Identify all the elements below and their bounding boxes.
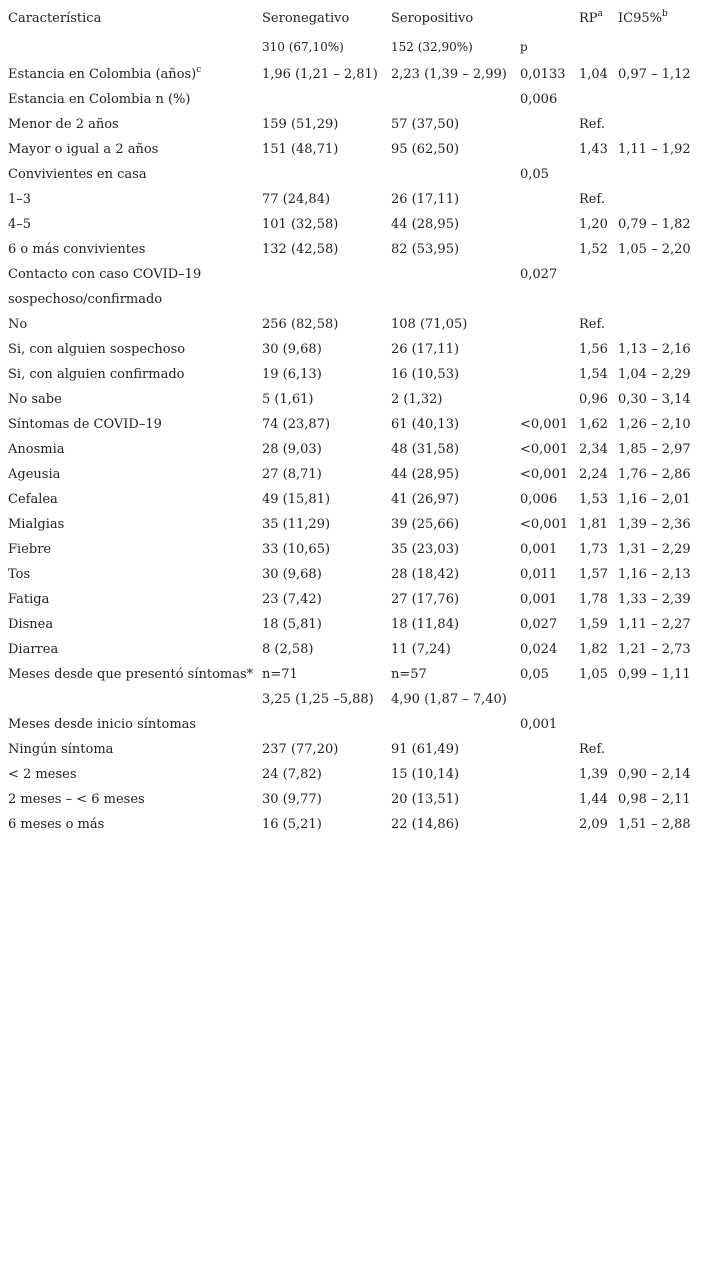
- table-row: [8, 812, 704, 837]
- row-label: Fatiga: [8, 592, 50, 607]
- table-row: [8, 662, 704, 687]
- cell-seronegativo: 101 (32,58): [262, 217, 339, 232]
- row-label: Anosmia: [8, 442, 65, 457]
- cell-seropositivo: 26 (17,11): [391, 342, 460, 357]
- cell-seropositivo: 26 (17,11): [391, 192, 460, 207]
- cell-p: 0,011: [520, 567, 558, 582]
- cell-seropositivo: 28 (18,42): [391, 567, 460, 582]
- cell-ic95: 0,99 – 1,11: [618, 667, 691, 682]
- table-row: [8, 212, 704, 237]
- cell-rp: 2,24: [579, 467, 608, 482]
- subheader-seronegativo-n: 310 (67,10%): [262, 40, 344, 54]
- table-row: [8, 237, 704, 262]
- row-label: Meses desde inicio síntomas: [8, 717, 197, 732]
- table-row: [8, 637, 704, 662]
- table-row: [8, 762, 704, 787]
- cell-seronegativo: 8 (2,58): [262, 642, 314, 657]
- row-label: Contacto con caso COVID–19: [8, 267, 202, 282]
- cell-ic95: 0,79 – 1,82: [618, 217, 691, 232]
- cell-seropositivo: 15 (10,14): [391, 767, 460, 782]
- cell-ic95: 1,13 – 2,16: [618, 342, 691, 357]
- cell-seronegativo: 18 (5,81): [262, 617, 322, 632]
- cell-seronegativo: 3,25 (1,25 –5,88): [262, 692, 374, 707]
- cell-seropositivo: 2 (1,32): [391, 392, 443, 407]
- table-row: [8, 437, 704, 462]
- cell-p: <0,001: [520, 442, 569, 457]
- cell-seropositivo: 48 (31,58): [391, 442, 460, 457]
- table-row: [8, 687, 704, 712]
- cell-seronegativo: 28 (9,03): [262, 442, 322, 457]
- cell-seropositivo: 2,23 (1,39 – 2,99): [391, 67, 507, 82]
- cell-rp: 1,54: [579, 367, 608, 382]
- table-row: [8, 487, 704, 512]
- cell-ic95: 1,39 – 2,36: [618, 517, 691, 532]
- cell-seronegativo: 74 (23,87): [262, 417, 331, 432]
- header-rp-label: RP: [579, 11, 598, 26]
- header-rp-footnote: a: [597, 8, 603, 19]
- cell-rp: Ref.: [579, 117, 605, 132]
- cell-rp: Ref.: [579, 192, 605, 207]
- row-label: Diarrea: [8, 642, 59, 657]
- row-label: Convivientes en casa: [8, 167, 147, 182]
- cell-seronegativo: 77 (24,84): [262, 192, 331, 207]
- cell-rp: 1,52: [579, 242, 608, 257]
- row-label: Si, con alguien confirmado: [8, 367, 185, 382]
- header-rp: [579, 6, 603, 32]
- cell-seropositivo: 18 (11,84): [391, 617, 460, 632]
- cell-p: 0,024: [520, 642, 558, 657]
- cell-p: 0,027: [520, 617, 558, 632]
- cell-ic95: 1,76 – 2,86: [618, 467, 691, 482]
- table-row: [8, 387, 704, 412]
- cell-seropositivo: 44 (28,95): [391, 467, 460, 482]
- cell-seropositivo: 95 (62,50): [391, 142, 460, 157]
- cell-seronegativo: 30 (9,68): [262, 342, 322, 357]
- cell-seronegativo: n=71: [262, 667, 298, 682]
- cell-ic95: 1,21 – 2,73: [618, 642, 691, 657]
- cell-seropositivo: 57 (37,50): [391, 117, 460, 132]
- cell-seropositivo: 11 (7,24): [391, 642, 451, 657]
- table-row: [8, 737, 704, 762]
- cell-rp: 1,44: [579, 792, 608, 807]
- cell-rp: 1,43: [579, 142, 608, 157]
- row-label: Estancia en Colombia n (%): [8, 92, 191, 107]
- cell-seropositivo: 61 (40,13): [391, 417, 460, 432]
- cell-rp: 1,05: [579, 667, 608, 682]
- cell-ic95: 1,05 – 2,20: [618, 242, 691, 257]
- cell-p: 0,001: [520, 717, 558, 732]
- table-header-row: [8, 6, 704, 32]
- cell-seropositivo: 27 (17,76): [391, 592, 460, 607]
- row-label: 1–3: [8, 192, 32, 207]
- cell-seronegativo: 33 (10,65): [262, 542, 331, 557]
- cell-seronegativo: 30 (9,77): [262, 792, 322, 807]
- cell-rp: 1,59: [579, 617, 608, 632]
- cell-seronegativo: 16 (5,21): [262, 817, 322, 832]
- cell-seropositivo: n=57: [391, 667, 427, 682]
- table-row: [8, 87, 704, 112]
- cell-p: 0,05: [520, 167, 549, 182]
- table-row: [8, 412, 704, 437]
- table-subheader-row: [8, 32, 704, 62]
- row-label: Ningún síntoma: [8, 742, 114, 757]
- row-label: Ageusia: [8, 467, 61, 482]
- row-label: Si, con alguien sospechoso: [8, 342, 186, 357]
- cell-rp: 1,57: [579, 567, 608, 582]
- cell-seropositivo: 4,90 (1,87 – 7,40): [391, 692, 507, 707]
- table-row-estancia-anos: [8, 62, 704, 87]
- cell-p: 0,0133: [520, 67, 566, 82]
- cell-seropositivo: 44 (28,95): [391, 217, 460, 232]
- table-row: [8, 787, 704, 812]
- table-row: [8, 587, 704, 612]
- cell-seronegativo: 159 (51,29): [262, 117, 339, 132]
- row-label: 2 meses – < 6 meses: [8, 792, 145, 807]
- cell-ic95: 1,04 – 2,29: [618, 367, 691, 382]
- cell-ic95: 0,97 – 1,12: [618, 67, 691, 82]
- cell-seronegativo: 35 (11,29): [262, 517, 331, 532]
- table-row: [8, 512, 704, 537]
- cell-seronegativo: 1,96 (1,21 – 2,81): [262, 67, 378, 82]
- table-row: [8, 337, 704, 362]
- cell-seronegativo: 151 (48,71): [262, 142, 339, 157]
- table-body: [8, 87, 704, 837]
- cell-seronegativo: 132 (42,58): [262, 242, 339, 257]
- header-seropositivo: Seropositivo: [391, 11, 474, 26]
- row-label: 4–5: [8, 217, 32, 232]
- row-label-footnote: c: [196, 64, 202, 75]
- subheader-seropositivo-n: 152 (32,90%): [391, 40, 473, 54]
- cell-seronegativo: 30 (9,68): [262, 567, 322, 582]
- cell-seropositivo: 82 (53,95): [391, 242, 460, 257]
- cell-rp: 1,53: [579, 492, 608, 507]
- cell-rp: 1,56: [579, 342, 608, 357]
- cell-seronegativo: 256 (82,58): [262, 317, 339, 332]
- cell-rp: 1,62: [579, 417, 608, 432]
- cell-seronegativo: 237 (77,20): [262, 742, 339, 757]
- row-label: Mayor o igual a 2 años: [8, 142, 159, 157]
- cell-seropositivo: 22 (14,86): [391, 817, 460, 832]
- header-ic95: [618, 6, 668, 32]
- cell-p: 0,006: [520, 492, 558, 507]
- cell-ic95: 0,30 – 3,14: [618, 392, 691, 407]
- row-label: [8, 62, 201, 87]
- cell-p: 0,001: [520, 592, 558, 607]
- cell-rp: 1,82: [579, 642, 608, 657]
- cell-rp: 1,73: [579, 542, 608, 557]
- cell-rp: 0,96: [579, 392, 608, 407]
- cell-rp: 1,20: [579, 217, 608, 232]
- cell-seronegativo: 19 (6,13): [262, 367, 322, 382]
- cell-rp: 1,04: [579, 67, 608, 82]
- table-row: [8, 137, 704, 162]
- row-label: Síntomas de COVID–19: [8, 417, 162, 432]
- cell-ic95: 1,33 – 2,39: [618, 592, 691, 607]
- cell-ic95: 0,98 – 2,11: [618, 792, 691, 807]
- cell-seronegativo: 23 (7,42): [262, 592, 322, 607]
- table-row: [8, 712, 704, 737]
- row-label: No: [8, 317, 28, 332]
- cell-ic95: 1,31 – 2,29: [618, 542, 691, 557]
- cell-rp: 1,81: [579, 517, 608, 532]
- cell-ic95: 1,85 – 2,97: [618, 442, 691, 457]
- cell-rp: Ref.: [579, 317, 605, 332]
- row-label: 6 meses o más: [8, 817, 105, 832]
- data-table: [8, 6, 704, 837]
- cell-rp: 2,34: [579, 442, 608, 457]
- table-row: [8, 262, 704, 287]
- cell-seronegativo: 49 (15,81): [262, 492, 331, 507]
- cell-rp: 1,78: [579, 592, 608, 607]
- cell-seronegativo: 5 (1,61): [262, 392, 314, 407]
- cell-p: <0,001: [520, 467, 569, 482]
- cell-ic95: 1,11 – 1,92: [618, 142, 691, 157]
- cell-seropositivo: 35 (23,03): [391, 542, 460, 557]
- cell-p: 0,027: [520, 267, 558, 282]
- cell-p: 0,05: [520, 667, 549, 682]
- row-label: < 2 meses: [8, 767, 77, 782]
- row-label: sospechoso/confirmado: [8, 292, 163, 307]
- cell-ic95: 1,16 – 2,13: [618, 567, 691, 582]
- row-label: Mialgias: [8, 517, 65, 532]
- table-row: [8, 162, 704, 187]
- cell-seropositivo: 91 (61,49): [391, 742, 460, 757]
- header-ic95-footnote: b: [661, 8, 668, 19]
- subheader-p: p: [520, 40, 528, 54]
- table-row: [8, 612, 704, 637]
- cell-seropositivo: 16 (10,53): [391, 367, 460, 382]
- row-label: Disnea: [8, 617, 54, 632]
- cell-rp: 2,09: [579, 817, 608, 832]
- row-label: Menor de 2 años: [8, 117, 119, 132]
- header-seronegativo: Seronegativo: [262, 11, 350, 26]
- cell-seropositivo: 108 (71,05): [391, 317, 468, 332]
- row-label: No sabe: [8, 392, 62, 407]
- cell-ic95: 0,90 – 2,14: [618, 767, 691, 782]
- cell-rp: Ref.: [579, 742, 605, 757]
- cell-p: <0,001: [520, 417, 569, 432]
- cell-p: 0,001: [520, 542, 558, 557]
- row-label: Meses desde que presentó síntomas*: [8, 667, 254, 682]
- row-label: Cefalea: [8, 492, 58, 507]
- cell-ic95: 1,51 – 2,88: [618, 817, 691, 832]
- table-row: [8, 187, 704, 212]
- cell-ic95: 1,11 – 2,27: [618, 617, 691, 632]
- cell-p: 0,006: [520, 92, 558, 107]
- row-label: Fiebre: [8, 542, 52, 557]
- cell-rp: 1,39: [579, 767, 608, 782]
- table-row: [8, 562, 704, 587]
- table-row: [8, 462, 704, 487]
- row-label: Tos: [8, 567, 31, 582]
- table-row: [8, 362, 704, 387]
- cell-seropositivo: 20 (13,51): [391, 792, 460, 807]
- cell-seropositivo: 39 (25,66): [391, 517, 460, 532]
- cell-seropositivo: 41 (26,97): [391, 492, 460, 507]
- cell-seronegativo: 24 (7,82): [262, 767, 322, 782]
- table-row: [8, 287, 704, 312]
- cell-ic95: 1,26 – 2,10: [618, 417, 691, 432]
- header-caracteristica: Característica: [8, 11, 102, 26]
- table-row: [8, 112, 704, 137]
- table-row: [8, 537, 704, 562]
- header-ic95-label: IC95%: [618, 11, 662, 26]
- row-label: 6 o más convivientes: [8, 242, 146, 257]
- cell-seronegativo: 27 (8,71): [262, 467, 322, 482]
- cell-p: <0,001: [520, 517, 569, 532]
- table-row: [8, 312, 704, 337]
- row-label-text: Estancia en Colombia (años): [8, 67, 197, 82]
- cell-ic95: 1,16 – 2,01: [618, 492, 691, 507]
